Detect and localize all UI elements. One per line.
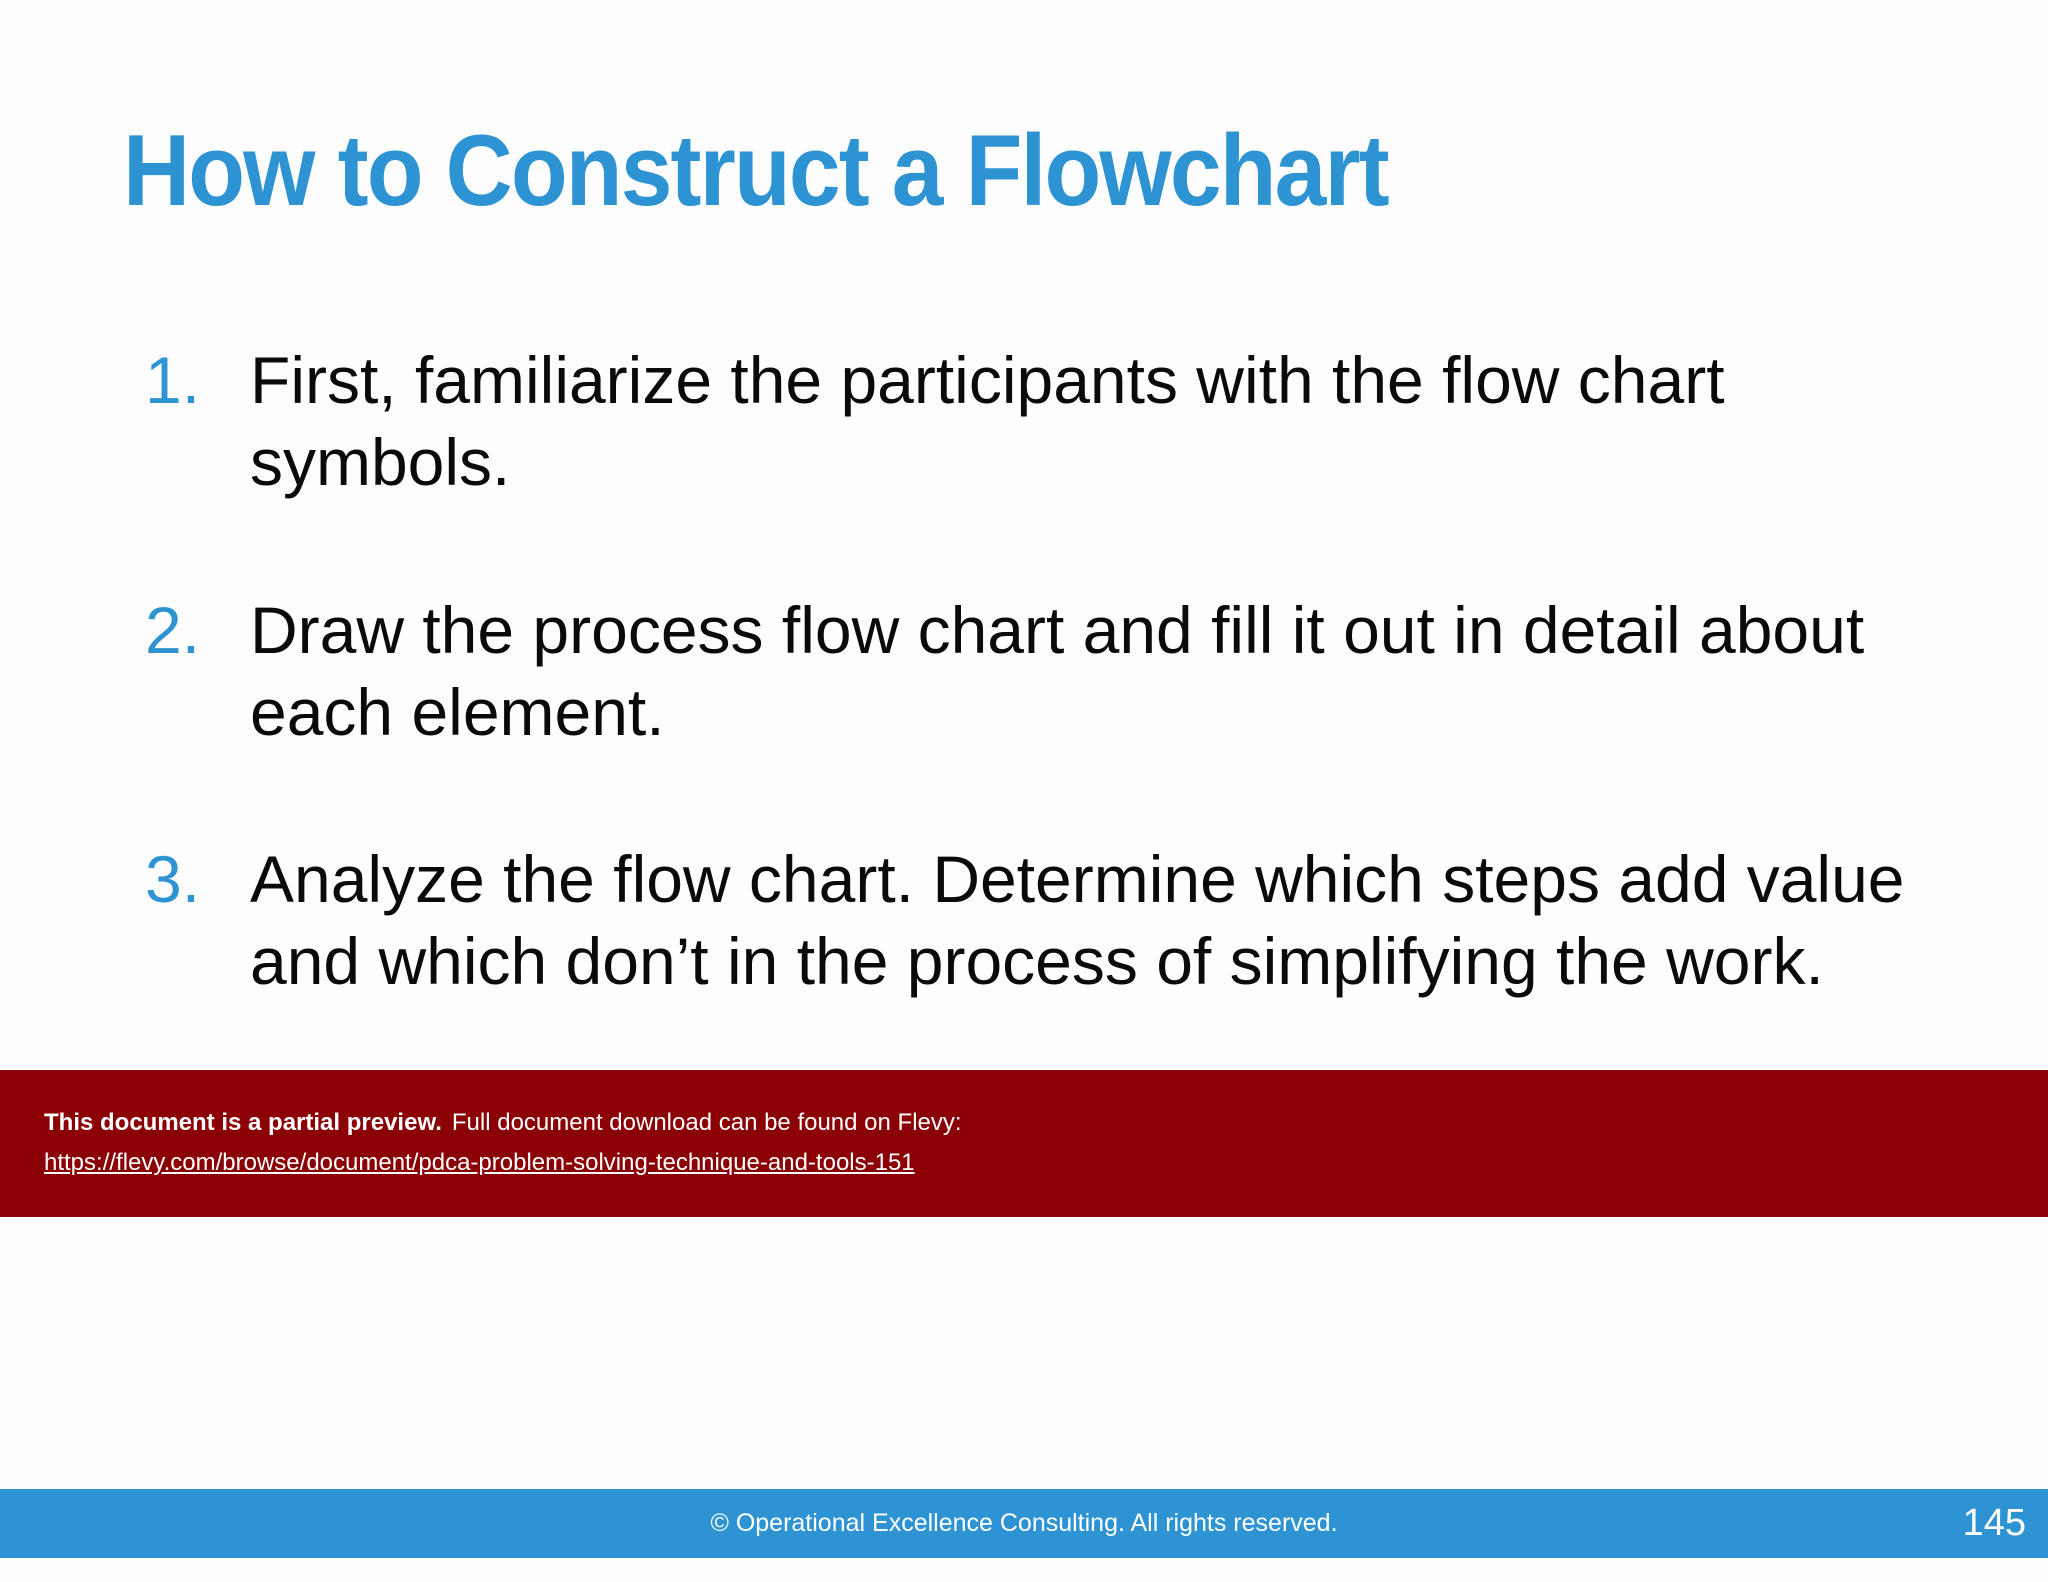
flevy-document-link[interactable]: https://flevy.com/browse/document/pdca-problem-solving-technique-and-tools-151 [44,1149,915,1176]
footer-bar [0,1489,2048,1558]
preview-banner [0,1070,2048,1217]
page-number: 145 [1962,1502,2026,1544]
step-text: Analyze the flow chart. Determine which steps add value and which don’t in the process of simplifying the work. [250,842,1905,998]
slide-title: How to Construct a Flowchart [123,115,1388,227]
footer-copyright: © Operational Excellence Consulting. All rights reserved. [710,1509,1338,1537]
step-number: 3. [145,842,201,916]
banner-message [44,1108,962,1138]
step-text: Draw the process flow chart and fill it out in detail about each element. [250,593,1865,749]
step-number: 2. [145,593,201,667]
banner-bold-text: This document is a partial preview. [44,1109,442,1136]
step-text: First, familiarize the participants with the flow chart symbols. [250,343,1725,499]
banner-normal-text: Full document download can be found on Flevy: [451,1109,962,1136]
step-number: 1. [145,343,201,417]
